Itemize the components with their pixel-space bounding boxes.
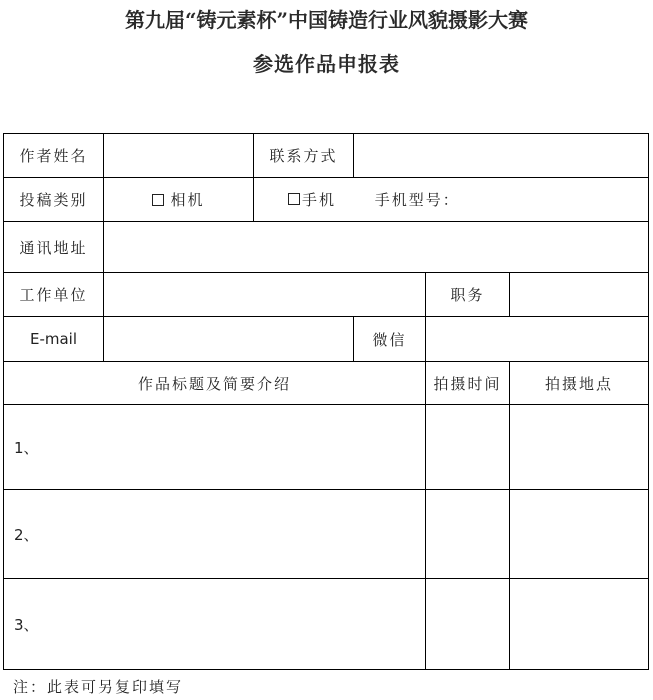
author-name-label: 作者姓名 bbox=[4, 134, 104, 178]
work-title-cell[interactable]: 3、 bbox=[4, 579, 426, 670]
position-field[interactable] bbox=[510, 273, 649, 317]
works-row bbox=[4, 490, 649, 579]
email-field[interactable] bbox=[104, 317, 354, 362]
contact-field[interactable] bbox=[354, 134, 649, 178]
work-place-cell[interactable] bbox=[510, 490, 649, 579]
phone-checkbox[interactable] bbox=[288, 193, 300, 205]
author-name-field[interactable] bbox=[104, 134, 254, 178]
page-title: 第九届“铸元素杯”中国铸造行业风貌摄影大赛 bbox=[124, 8, 528, 32]
category-phone-option[interactable] bbox=[254, 178, 649, 222]
category-label: 投稿类别 bbox=[4, 178, 104, 222]
email-label: E-mail bbox=[4, 317, 104, 362]
application-form-table bbox=[3, 133, 649, 670]
work-title-cell[interactable]: 2、 bbox=[4, 490, 426, 579]
work-place-cell[interactable] bbox=[510, 405, 649, 490]
camera-option-label: 相机 bbox=[170, 191, 205, 209]
address-label: 通讯地址 bbox=[4, 222, 104, 273]
works-title-header: 作品标题及简要介绍 bbox=[4, 362, 426, 405]
phone-option-label: 手机 bbox=[302, 190, 337, 209]
address-field[interactable] bbox=[104, 222, 649, 273]
category-camera-option[interactable] bbox=[104, 178, 254, 222]
contact-label: 联系方式 bbox=[254, 134, 354, 178]
work-time-cell[interactable] bbox=[426, 490, 510, 579]
works-row bbox=[4, 579, 649, 670]
works-place-header: 拍摄地点 bbox=[510, 362, 649, 405]
camera-checkbox[interactable] bbox=[152, 194, 164, 206]
row-author-contact bbox=[4, 134, 649, 178]
row-category bbox=[4, 178, 649, 222]
wechat-field[interactable] bbox=[426, 317, 649, 362]
work-place-cell[interactable] bbox=[510, 579, 649, 670]
footer-note: 注：此表可另复印填写 bbox=[13, 678, 184, 696]
works-row bbox=[4, 405, 649, 490]
work-time-cell[interactable] bbox=[426, 405, 510, 490]
works-time-header: 拍摄时间 bbox=[426, 362, 510, 405]
wechat-label: 微信 bbox=[354, 317, 426, 362]
work-unit-label: 工作单位 bbox=[4, 273, 104, 317]
row-address bbox=[4, 222, 649, 273]
page-subtitle: 参选作品申报表 bbox=[253, 52, 400, 76]
row-email-wechat bbox=[4, 317, 649, 362]
work-title-cell[interactable]: 1、 bbox=[4, 405, 426, 490]
works-header-row bbox=[4, 362, 649, 405]
position-label: 职务 bbox=[426, 273, 510, 317]
phone-model-label: 手机型号： bbox=[374, 191, 460, 210]
work-unit-field[interactable] bbox=[104, 273, 426, 317]
work-time-cell[interactable] bbox=[426, 579, 510, 670]
row-work-unit bbox=[4, 273, 649, 317]
